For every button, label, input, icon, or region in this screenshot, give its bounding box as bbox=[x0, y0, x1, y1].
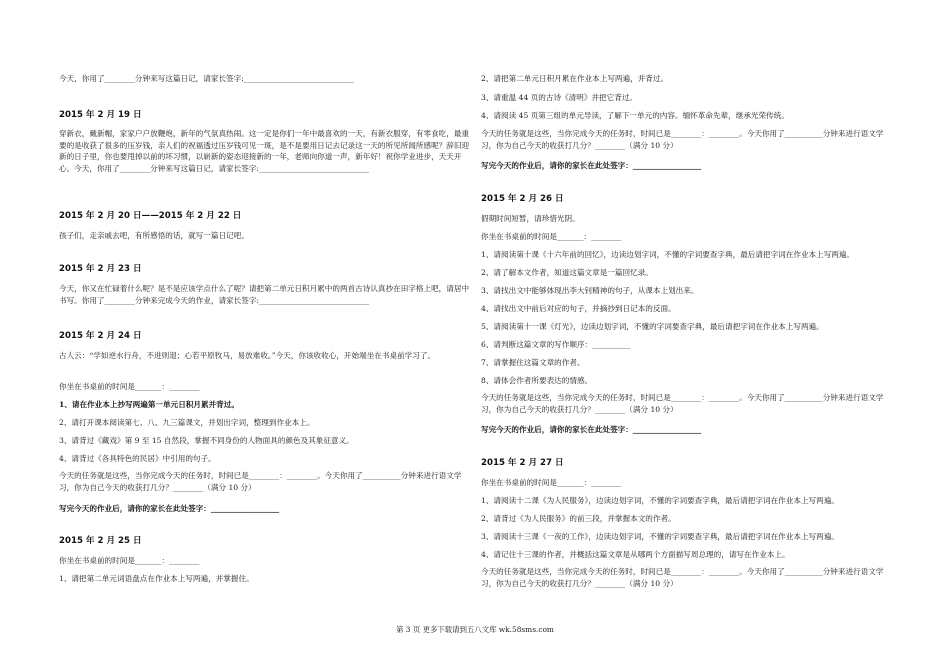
task-0226-8: 8、请体会作者所要表达的情感。 bbox=[481, 376, 593, 385]
task-0226-2: 2、请了解本文作者，知道这篇文章是一篇回忆录。 bbox=[481, 268, 653, 277]
sit-time-0225: 你坐在书桌前的时间是_______：________ bbox=[59, 556, 200, 565]
summary-0224: 今天的任务就是这些，当你完成今天的任务时，时间已是________：________。今天你用了__________分钟来进行语文学习，你为自己今天的收获打几分？________（满分 10 分） bbox=[59, 471, 462, 492]
intro-0226: 假期时间短暂，请珍惜光阴。 bbox=[481, 214, 580, 223]
sit-time-0224: 你坐在书桌前的时间是_______：________ bbox=[59, 382, 200, 391]
task-0224-3: 3、请背过《藏戏》第 9 至 15 自然段，掌握不同身份的人物面具的颜色及其象征意义。 bbox=[59, 436, 354, 445]
page-footer: 第 3 页 更多下载请到五八文库 wk.58sms.com bbox=[396, 625, 554, 634]
parent-sign-0224: 写完今天的作业后，请你的家长在此处签字：__________________ bbox=[59, 504, 280, 513]
task-0227-4: 4、请记住十三课的作者，并概括这篇文章是从哪两个方面描写周总理的，请写在作业本上。 bbox=[481, 550, 790, 559]
task-0225-4: 4、请阅读 45 页第三组的单元导读，了解下一单元的内容。缅怀革命先辈，继承光荣传统。 bbox=[481, 111, 789, 120]
date-heading-0223: 2015 年 2 月 23 日 bbox=[59, 264, 142, 274]
task-0227-3: 3、请阅读十三课《一夜的工作》，边读边划字词，不懂的字词要查字典，最后请把字词在作业本上写两遍。 bbox=[481, 532, 839, 541]
task-0227-1: 1、请阅读十二课《为人民服务》，边读边划字词，不懂的字词要查字典，最后请把字词在作业本上写两遍。 bbox=[481, 496, 839, 505]
date-heading-0225: 2015 年 2 月 25 日 bbox=[59, 536, 142, 546]
parent-sign-0226: 写完今天的作业后，请你的家长在此处签字：__________________ bbox=[481, 425, 702, 434]
summary-0225: 今天的任务就是这些，当你完成今天的任务时，时间已是________：________。今天你用了__________分钟来进行语文学习，你为自己今天的收获打几分？________（满分 10 分） bbox=[481, 129, 884, 150]
task-0226-7: 7、请掌握住这篇文章的作者。 bbox=[481, 358, 585, 367]
task-0224-2: 2、请打开课本阅读第七、八、九三篇课文，并划出字词，整理到作业本上。 bbox=[59, 418, 315, 427]
summary-0226: 今天的任务就是这些，当你完成今天的任务时，时间已是________：________。今天你用了__________分钟来进行语文学习，你为自己今天的收获打几分？________（满分 10 分） bbox=[481, 393, 884, 414]
task-0225-1: 1、请把第二单元词语盘点在作业本上写两遍，并掌握住。 bbox=[59, 574, 254, 583]
date-heading-0227: 2015 年 2 月 27 日 bbox=[481, 458, 564, 468]
task-0225-2: 2、请把第二单元日积月累在作业本上写两遍，并背过。 bbox=[481, 74, 669, 83]
date-heading-0219: 2015 年 2 月 19 日 bbox=[59, 110, 142, 120]
sit-time-0227: 你坐在书桌前的时间是_______：________ bbox=[481, 478, 622, 487]
parent-sign-0225: 写完今天的作业后，请你的家长在此处签字：__________________ bbox=[481, 161, 702, 170]
summary-0227: 今天的任务就是这些，当你完成今天的任务时，时间已是________：________。今天你用了__________分钟来进行语文学习，你为自己今天的收获打几分？________（满分 10 分） bbox=[481, 567, 884, 588]
paragraph-0220: 孩子们，走亲戚去吧，有所感悟的话，就写一篇日记吧。 bbox=[59, 231, 249, 240]
paragraph-0223: 今天，你又在忙碌着什么呢？是不是应该学点什么了呢？请把第二单元日积月累中的两首古诗认真抄在田字格上吧，请居中书写。你用了________分钟来完成今天的作业，请家长签字:_____________________________ bbox=[59, 284, 470, 305]
date-heading-0226: 2015 年 2 月 26 日 bbox=[481, 194, 564, 204]
paragraph-0219: 穿新衣，戴新帽，家家户户放鞭炮，新年的气氛真热闹。这一定是你们一年中最喜欢的一天，有新衣服穿，有零食吃，最重要的是收获了很多的压岁钱，亲人们的祝福透过压岁钱可见一斑，是不是要用日记去记录这一天的所见所闻所感呢？辞旧迎新的日子里，你也要甩掉以前的坏习惯，以崭新的姿态迎接新的一年，老师向你道一声，新年好！祝你学业进步，天天开心。今天，你用了________分钟来写这篇日记，请家长签字:_____________________________ bbox=[59, 129, 470, 173]
task-0226-4: 4、请找出文中前后对应的句子，并摘抄到日记本的反面。 bbox=[481, 304, 676, 313]
date-heading-0220: 2015 年 2 月 20 日——2015 年 2 月 22 日 bbox=[59, 211, 242, 221]
task-0225-3: 3、请重温 44 页的古诗《清明》并把它背过。 bbox=[481, 93, 638, 102]
diary-time-line: 今天，你用了________分钟来写这篇日记，请家长签字:_____________________________ bbox=[59, 74, 354, 83]
task-0224-1: 1、请在作业本上抄写两遍第一单元日积月累并背过。 bbox=[59, 400, 239, 409]
task-0227-2: 2、请背过《为人民服务》的前三段，并掌握本文的作者。 bbox=[481, 514, 676, 523]
task-0226-1: 1、请阅读第十课《十六年前的回忆》，边读边划字词，不懂的字词要查字典，最后请把字词在作业本上写两遍。 bbox=[481, 250, 855, 259]
sit-time-0226: 你坐在书桌前的时间是_______：________ bbox=[481, 232, 622, 241]
task-0226-6: 6、请判断这篇文章的写作顺序：__________ bbox=[481, 340, 631, 349]
task-0226-3: 3、请找出文中能够体现出李大钊精神的句子，从课本上划出来。 bbox=[481, 286, 699, 295]
task-0226-5: 5、请阅读第十一课《灯光》，边读边划字词，不懂的字词要查字典，最后请把字词在作业本上写两遍。 bbox=[481, 322, 824, 331]
intro-0224: 古人云：“学如逆水行舟，不进则退；心若平原牧马，易放难收。”今天，你该收收心，开始端坐在书桌前学习了。 bbox=[59, 351, 436, 360]
date-heading-0224: 2015 年 2 月 24 日 bbox=[59, 331, 142, 341]
task-0224-4: 4、请背过《各具特色的民居》中引用的句子。 bbox=[59, 454, 216, 463]
